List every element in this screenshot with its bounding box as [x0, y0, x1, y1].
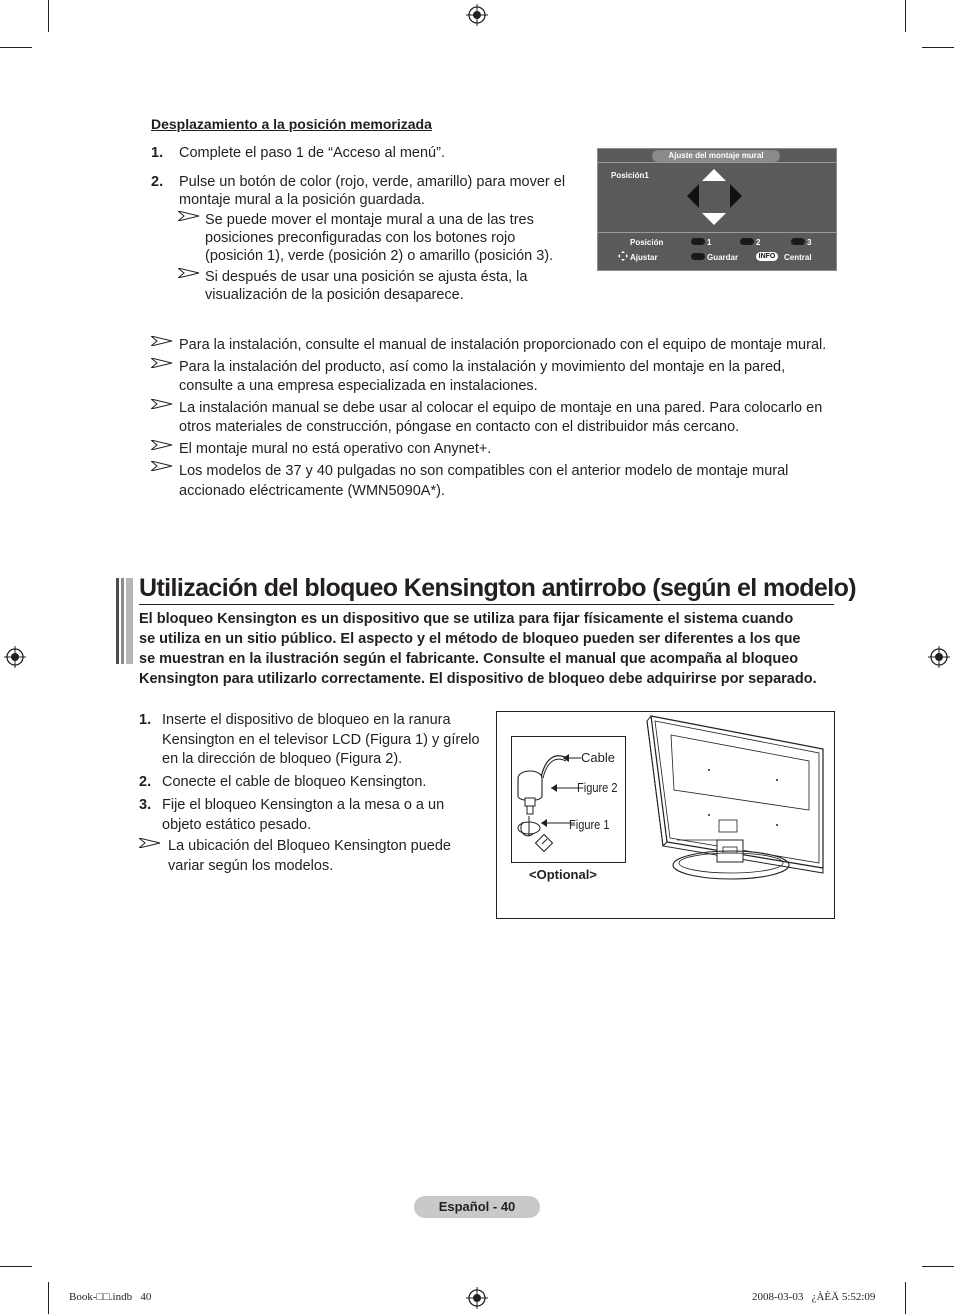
osd-row-label: Posición [630, 238, 664, 247]
text-line: La instalación manual se debe usar al colocar el equipo de montaje en una pared. Para colocarlo en [179, 400, 823, 416]
osd-position-value: 2 [756, 238, 761, 247]
note-arrow-icon [151, 440, 173, 450]
osd-title-rule [598, 162, 836, 163]
crop-mark [48, 0, 49, 32]
osd-info-label: INFO [758, 253, 776, 260]
text-line: El bloqueo Kensington es un dispositivo que se utiliza para fijar físicamente el sistema cuando [139, 611, 794, 627]
green-button-icon [740, 238, 754, 245]
note-arrow-icon [151, 336, 173, 346]
crop-mark [922, 47, 954, 48]
text-line: posiciones preconfiguradas con los botones rojo [205, 230, 516, 246]
wall-mount-osd [597, 148, 837, 271]
osd-center-label: Central [784, 253, 812, 262]
section-title-bar [116, 578, 133, 664]
step-number: 1. [139, 712, 152, 728]
yellow-button-icon [791, 238, 805, 245]
crop-mark [922, 1266, 954, 1267]
osd-position-value: 1 [707, 238, 712, 247]
optional-label: <Optional> [529, 867, 597, 882]
arrow-up-icon [702, 169, 726, 181]
text-line: objeto estático pesado. [162, 816, 312, 833]
cable-label: Cable [581, 750, 615, 765]
note-text [205, 211, 553, 265]
tv-back-icon [637, 715, 833, 885]
footer-timestamp: 2008-03-03 ¿ÀÈÄ 5:52:09 [752, 1291, 876, 1303]
text-line: consulte a una empresa especializada en instalaciones. [179, 378, 538, 394]
text-line: visualización de la posición desaparece. [205, 287, 464, 303]
text-line: Kensington para utilizarlo correctamente. El dispositivo de bloqueo debe adquirirse por separado. [139, 671, 817, 687]
osd-save-label: Guardar [707, 253, 739, 262]
note-arrow-icon [151, 399, 173, 409]
registration-mark-icon [4, 646, 26, 668]
crop-mark [905, 0, 906, 32]
text-line: Pulse un botón de color (rojo, verde, amarillo) para mover el [179, 174, 566, 190]
osd-adjust-label: Ajustar [630, 253, 658, 262]
kensington-figure [496, 711, 835, 919]
text-line: en la dirección de bloqueo (Figura 2). [162, 751, 403, 767]
step-text: Complete el paso 1 de “Acceso al menú”. [179, 145, 445, 161]
text-line: La ubicación del Bloqueo Kensington puede [168, 838, 451, 854]
registration-mark-icon [466, 4, 488, 26]
step-text [162, 796, 444, 835]
text-line: se utiliza en un sitio público. El aspecto y el método de bloqueo pueden ser diferentes a los que [139, 631, 801, 647]
text-line: Para la instalación, consulte el manual de instalación proporcionado con el equipo de montaje mural. [179, 337, 827, 353]
note-arrow-icon [178, 211, 200, 221]
page-number: Español - 40 [438, 1199, 516, 1214]
text-line: Se puede mover el montaje mural a una de las tres [205, 212, 534, 228]
crop-mark [0, 1266, 32, 1267]
text-line: Fije el bloqueo Kensington a la mesa o a un [162, 797, 445, 813]
arrow-down-icon [702, 213, 726, 225]
text-line: se muestran en la ilustración según el fabricante. Consulte el manual que acompaña al bloqueo [139, 651, 799, 667]
text-line: Para la instalación del producto, así como la instalación y movimiento del montaje en la pared, [179, 359, 786, 375]
note-text [179, 358, 785, 396]
note-text [205, 268, 527, 304]
crop-mark [0, 47, 32, 48]
osd-title: Ajuste del montaje mural [668, 151, 764, 160]
subsection-heading: Desplazamiento a la posición memorizada [151, 116, 432, 132]
arrow-left-icon [687, 184, 699, 208]
note-arrow-icon [139, 838, 161, 848]
text-line: variar según los modelos. [168, 857, 334, 874]
note-text [179, 440, 491, 458]
step-number: 1. [151, 145, 164, 161]
blue-button-icon [691, 253, 705, 260]
section-title-underline [139, 604, 834, 605]
section-title: Utilización del bloqueo Kensington antirrobo (según el modelo) [139, 574, 856, 602]
text-line: El montaje mural no está operativo con Anynet+. [179, 441, 492, 457]
section-intro [139, 609, 817, 689]
registration-mark-icon [928, 646, 950, 668]
note-arrow-icon [151, 461, 173, 471]
osd-position-label: Posición1 [611, 171, 649, 180]
crop-mark [48, 1282, 49, 1314]
text-line: otros materiales de construcción, póngase en contacto con el distribuidor más cercano. [179, 419, 740, 435]
text-line: Kensington en el televisor LCD (Figura 1) y gírelo [162, 731, 480, 748]
text-line: montaje mural a la posición guardada. [179, 192, 425, 208]
text-line: accionado eléctricamente (WMN5090A*). [179, 483, 445, 499]
registration-mark-icon [466, 1287, 488, 1309]
text-line: Los modelos de 37 y 40 pulgadas no son compatibles con el anterior modelo de montaje mural [179, 463, 789, 479]
step-number: 2. [139, 774, 152, 790]
note-text [168, 837, 451, 876]
step-text [162, 711, 480, 770]
step-text [179, 173, 565, 209]
note-arrow-icon [178, 268, 200, 278]
osd-bottom-rule [598, 232, 836, 233]
move-arrows-icon [618, 251, 628, 261]
red-button-icon [691, 238, 705, 245]
crop-mark [905, 1282, 906, 1314]
text-line: (posición 1), verde (posición 2) o amarillo (posición 3). [205, 248, 554, 264]
figure2-label: Figure 2 [577, 780, 618, 795]
arrow-right-icon [730, 184, 742, 208]
step-number: 2. [151, 174, 164, 190]
note-text [179, 461, 788, 501]
text-line: Conecte el cable de bloqueo Kensington. [162, 774, 427, 790]
note-text [179, 399, 822, 437]
osd-position-value: 3 [807, 238, 812, 247]
figure1-label: Figure 1 [569, 817, 610, 832]
note-text [179, 336, 826, 354]
step-text [162, 773, 426, 791]
text-line: Inserte el dispositivo de bloqueo en la ranura [162, 712, 451, 728]
text-line: Si después de usar una posición se ajusta ésta, la [205, 269, 528, 285]
note-arrow-icon [151, 358, 173, 368]
step-number: 3. [139, 797, 152, 813]
footer-file-name: Book-□□.indb 40 [69, 1291, 152, 1303]
